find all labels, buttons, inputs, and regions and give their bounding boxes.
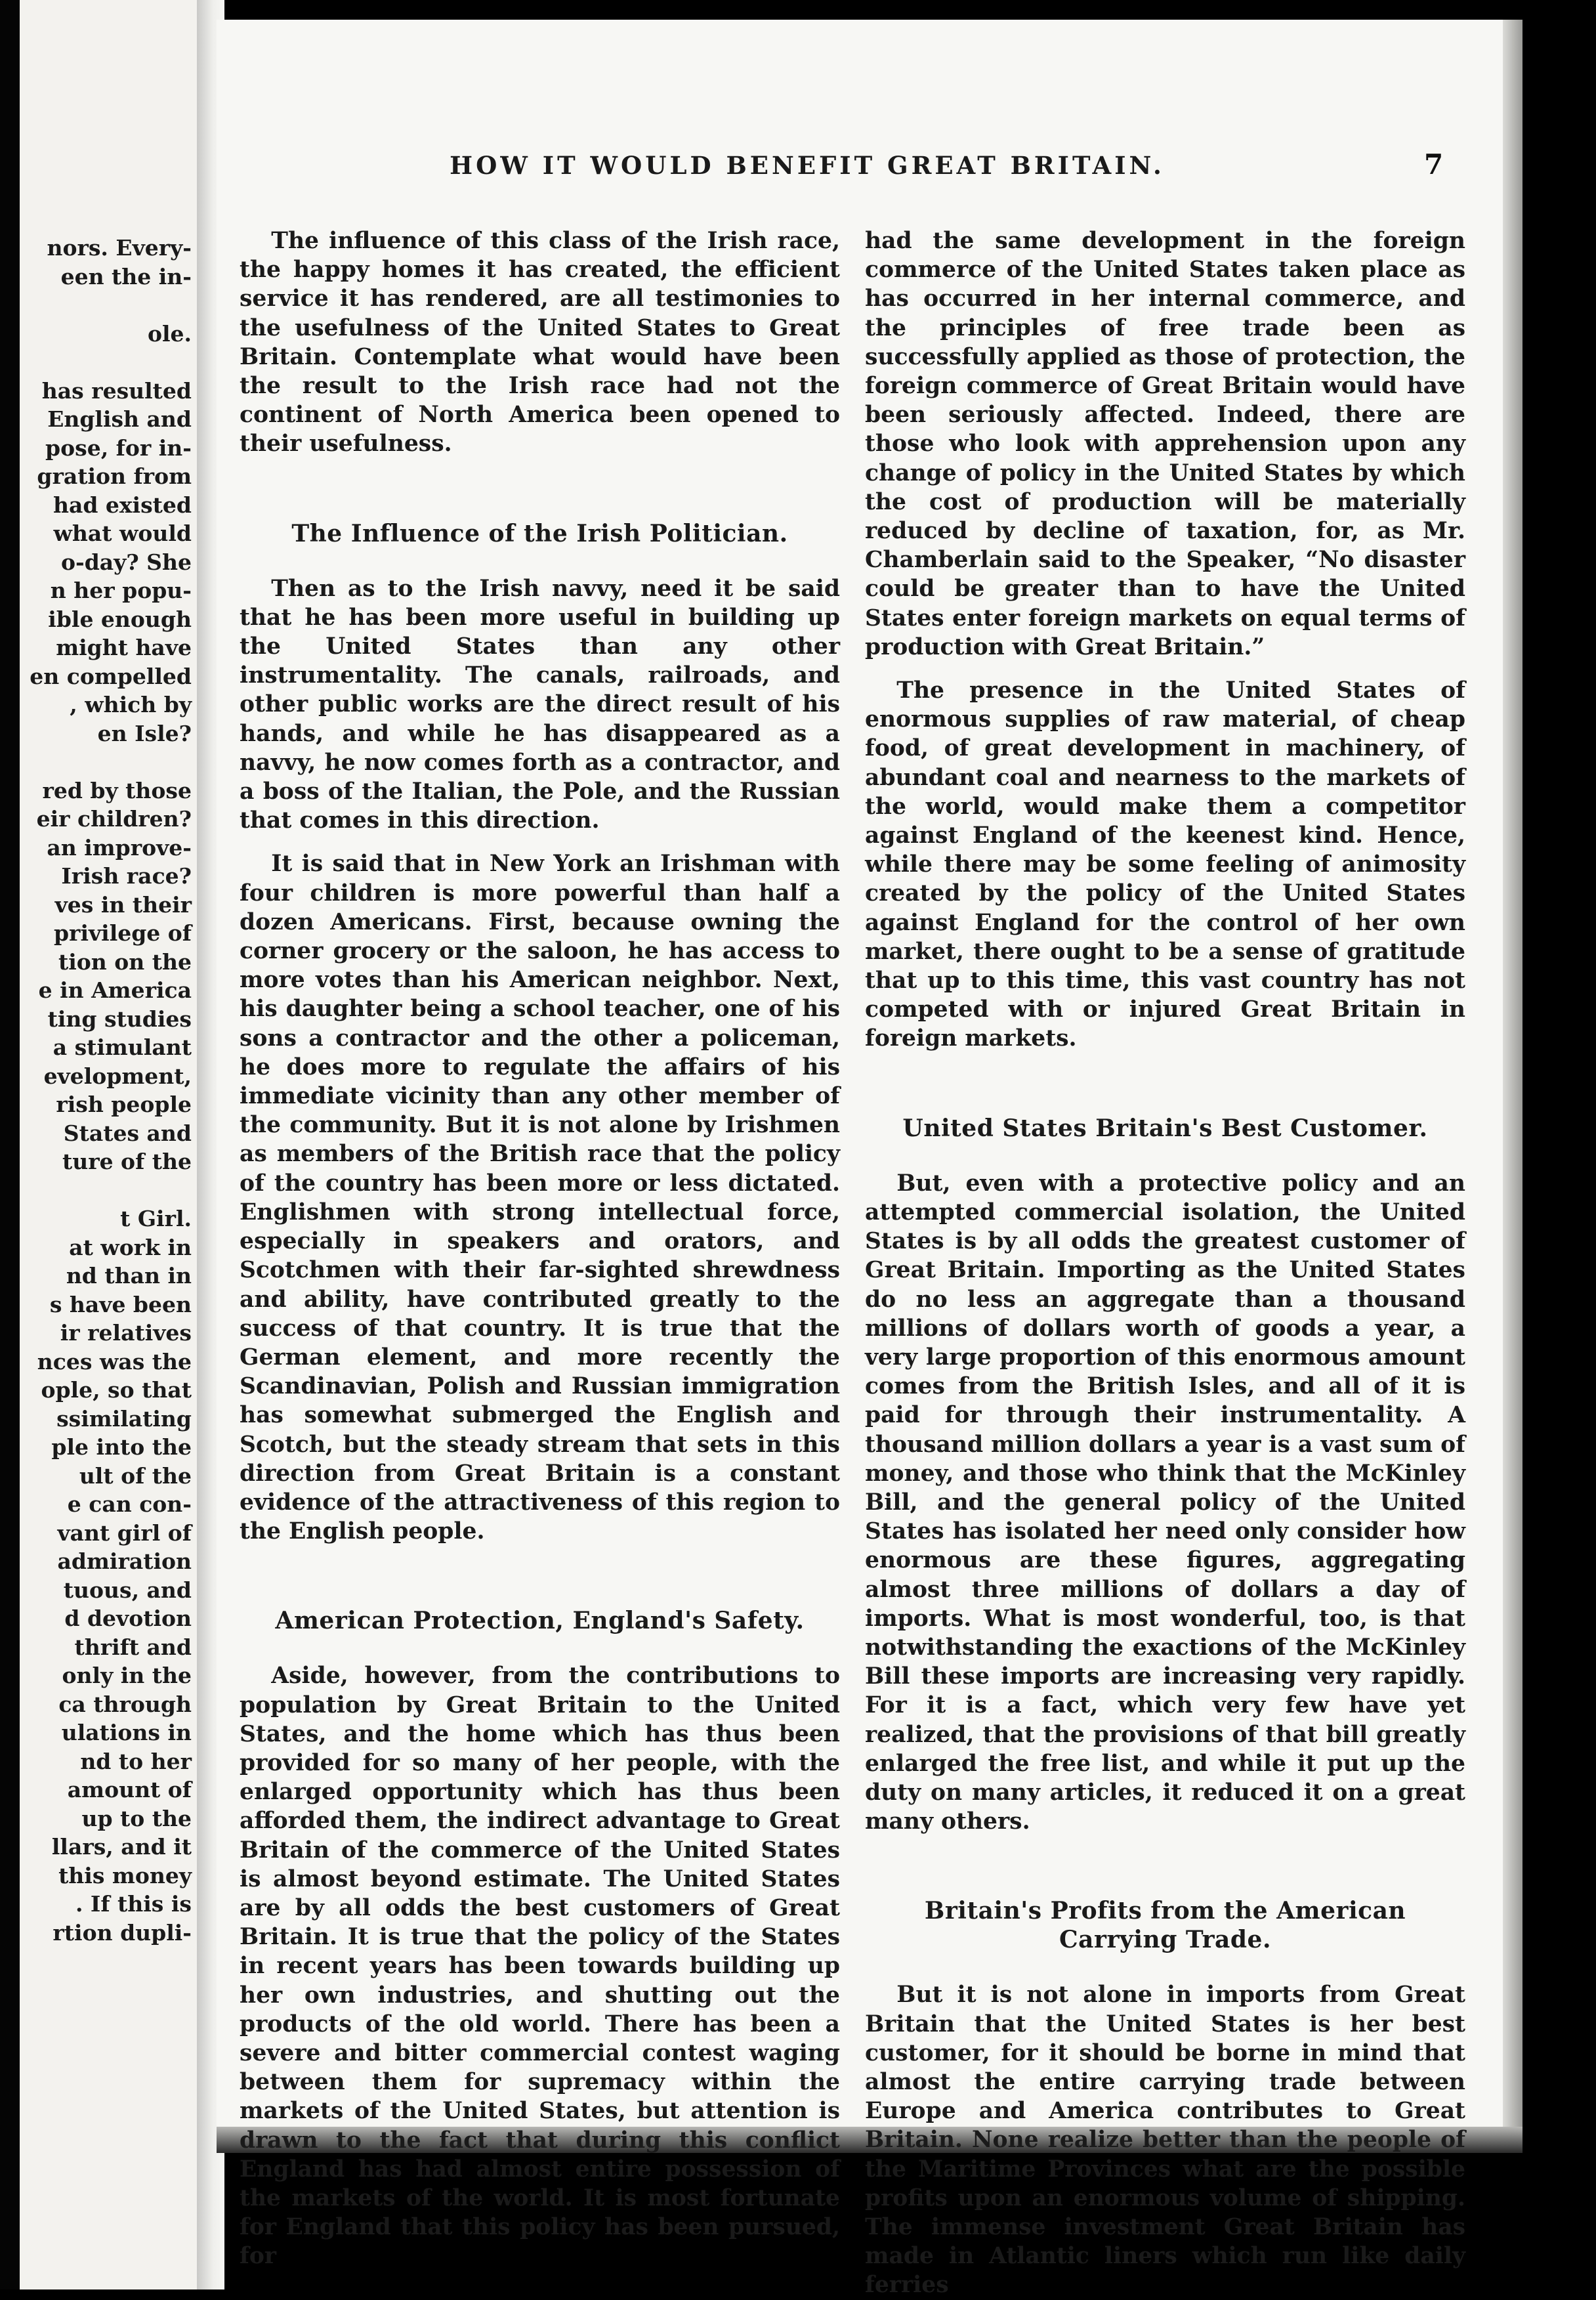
fragment-line: , which by [70,692,192,717]
line-gap [20,748,197,777]
line-gap [20,291,197,320]
fragment-line: nces was the [37,1348,192,1374]
fragment-line: tion on the [58,948,192,975]
line-gap [20,348,197,377]
facing-page [20,0,197,2289]
fragment-line: . If this is [75,1891,192,1917]
scan-border-left [0,0,20,2289]
paragraph: But it is not alone in imports from Great Britain that the United States is her best customer, for it should be borne in mind that almost the entire carrying trade between Europe and America contributes to Great Britain. None realize better than the people of the Maritime Provinces what are the possible profits upon an enormous volume of shipping. The immense investment Great Britain has made in Atlantic liners which run like daily ferries [865,1982,1465,2299]
section-heading: American Protection, England's Safety. [275,1607,805,1635]
fragment-line: what would [53,521,192,546]
line-gap [20,1176,197,1205]
fragment-line: ple into the [51,1434,192,1460]
fragment-line: rtion dupli- [52,1919,192,1946]
running-head: HOW IT WOULD BENEFIT GREAT BRITAIN. [450,151,1165,180]
facing-page-text [20,0,197,1947]
fragment-line: amount of [67,1777,192,1802]
fragment-line: thrift and [74,1634,192,1660]
fragment-line: ult of the [79,1462,192,1489]
fragment-line: evelopment, [43,1063,192,1089]
fragment-line: admiration [57,1548,192,1574]
fragment-line: ture of the [62,1149,192,1174]
fragment-line: een the in- [60,263,192,289]
fragment-line: nd than in [66,1263,192,1288]
paragraph: The presence in the United States of enormous supplies of raw material, of cheap food, of great development in machinery, of abundant coal and nearness to the markets of the world, would make them a competitor against England of the keenest kind. Hence, while there may be some feeling of animosity created by the policy of the United States against England for the control of her own market, there ought to be a sense of gratitude that up to this time, this vast country has not competed with or injured Great Britain in foreign markets. [865,677,1465,1052]
paragraph: It is said that in New York an Irishman with four children is more powerful than half a dozen Americans. First, because owning the corner grocery or the saloon, he has access to more votes than his American neighbor. Next, his daughter being a school teacher, one of his sons a contractor and the other a policeman, he does more to regulate the affairs of his immediate vicinity than any other member of the community. But it is not alone by Irishmen as members of the British race that the policy of the country has been more or less dictated. Englishmen with strong intellectual force, especially in speakers and orators, and Scotchmen with their far-sighted shrewdness and ability, have contributed greatly to the success of that country. It is true that the German element, and more recently the Scandinavian, Polish and Russian immigration has somewhat submerged the English and Scotch, but the steady stream that sets in this direction from Great Britain is a constant evidence of the attractiveness of this region to the English people. [240,851,840,1545]
fragment-line: ole. [147,320,192,347]
fragment-line: ople, so that [41,1377,192,1403]
fragment-line: might have [56,635,192,660]
fragment-line: d devotion [64,1606,192,1631]
fragment-line: rish people [56,1092,192,1117]
paragraph: But, even with a protective policy and an attempted commercial isolation, the United States is by all odds the greatest customer of Great Britain. Importing as the United States do no less an aggregate than a thousand millions of dollars worth of goods a year, a very large proportion of this enormous amount comes from the British Isles, and all of it is paid for through their instrumentality. A thousand million dollars a year is a vast sum of money, and those who think that the McKinley Bill, and the general policy of the United States has isolated her need only consider how enormous are these figures, aggregating almost three millions of dollars a day of imports. What is most wonderful, too, is that notwithstanding the exactions of the McKinley Bill these imports are increasing very rapidly. For it is a fact, which very few have yet realized, that the provisions of that bill greatly enlarged the free list, and while it put up the duty on many articles, it reduced it on a great many others. [865,1170,1465,1835]
paragraph: Aside, however, from the contributions to population by Great Britain to the United States, and the home which has thus been provided for so many of her people, with the enlarged opportunity which has thus been afforded them, the indirect advantage to Great Britain of the commerce of the United States is almost beyond estimate. The United States are by all odds the best customers of Great Britain. It is true that the policy of the States in recent years has been towards building up her own industries, and shutting out the products of the old world. There has been a severe and bitter commercial contest waging between them for supremacy within the markets of the United States, but attention is drawn to the fact that during this conflict England has had almost entire possession of the markets of the world. It is most fortunate for England that this policy has been pursued, for [240,1663,840,2270]
fragment-line: e can con- [67,1491,192,1517]
fragment-line: n her popu- [50,578,192,603]
fragment-line: nd to her [80,1748,192,1774]
fragment-line: an improve- [47,834,192,861]
section-heading: United States Britain's Best Customer. [902,1114,1428,1142]
fragment-line: has resulted [41,377,192,404]
fragment-line: ves in their [54,891,192,918]
section-heading: The Influence of the Irish Politician. [291,519,788,547]
fragment-line: ssimilating [56,1405,192,1432]
fragment-line: llars, and it [51,1834,192,1860]
fragment-line: ir relatives [60,1320,192,1346]
fragment-line: tuous, and [63,1577,192,1603]
paragraph: The influence of this class of the Irish race, the happy homes it has created, the efficient service it has rendered, are all testimonies to the usefulness of the United States to Great Britain. Contemplate what would have been the result to the Irish race had not the continent of North America been opened to their usefulness. [240,228,840,458]
fragment-line: gration from [37,463,192,489]
fragment-line: vant girl of [57,1520,192,1546]
fragment-line: o-day? She [61,549,192,575]
fragment-line: had existed [52,492,192,518]
fragment-line: pose, for in- [45,435,192,461]
paragraph: Then as to the Irish navvy, need it be said that he has been more useful in building up the United States than any other instrumentality. The canals, railroads, and other public works are the direct result of his hands, and while he has disappeared as a navvy, he now comes forth as a contractor, and a boss of the Italian, the Pole, and the Russian that comes in this direction. [240,575,840,834]
fragment-line: ible enough [48,606,192,632]
fragment-line: this money [58,1862,192,1888]
fragment-line: ulations in [61,1720,192,1745]
fragment-line: ting studies [47,1006,192,1032]
left-column [240,226,840,2271]
fragment-line: a stimulant [52,1034,192,1060]
fragment-line: nors. Every- [47,235,192,261]
fragment-line: ca through [58,1691,192,1717]
page-number: 7 [1424,148,1444,181]
fragment-line: only in the [62,1663,192,1688]
right-column [865,226,1465,2300]
fragment-line: at work in [69,1234,192,1260]
fragment-line: privilege of [53,920,192,946]
fragment-line: en compelled [30,663,192,689]
fragment-line: en Isle? [97,720,192,746]
fragment-line: s have been [49,1291,192,1317]
fragment-line: Irish race? [61,863,192,889]
fragment-line: up to the [81,1805,192,1831]
fragment-line: red by those [42,777,192,803]
fragment-line: eir children? [36,806,192,832]
fragment-line: t Girl. [120,1206,192,1231]
paragraph: had the same development in the foreign commerce of the United States taken place as has occurred in her internal commerce, and the principles of free trade been as successfully applied as those of protection, the foreign commerce of Great Britain would have been seriously affected. Indeed, there are those who look with apprehension upon any change of policy in the United States by which the cost of production will be materially reduced by decline of taxation, for, as Mr. Chamberlain said to the Speaker, “No disaster could be greater than to have the United States enter foreign markets on equal terms of production with Great Britain.” [865,228,1465,660]
page-edge [1503,20,1522,2127]
fragment-line: e in America [38,977,192,1003]
fragment-line: States and [63,1120,192,1146]
fragment-line: English and [47,406,192,432]
section-heading: Britain's Profits from the American Carrying Trade. [924,1897,1406,1954]
